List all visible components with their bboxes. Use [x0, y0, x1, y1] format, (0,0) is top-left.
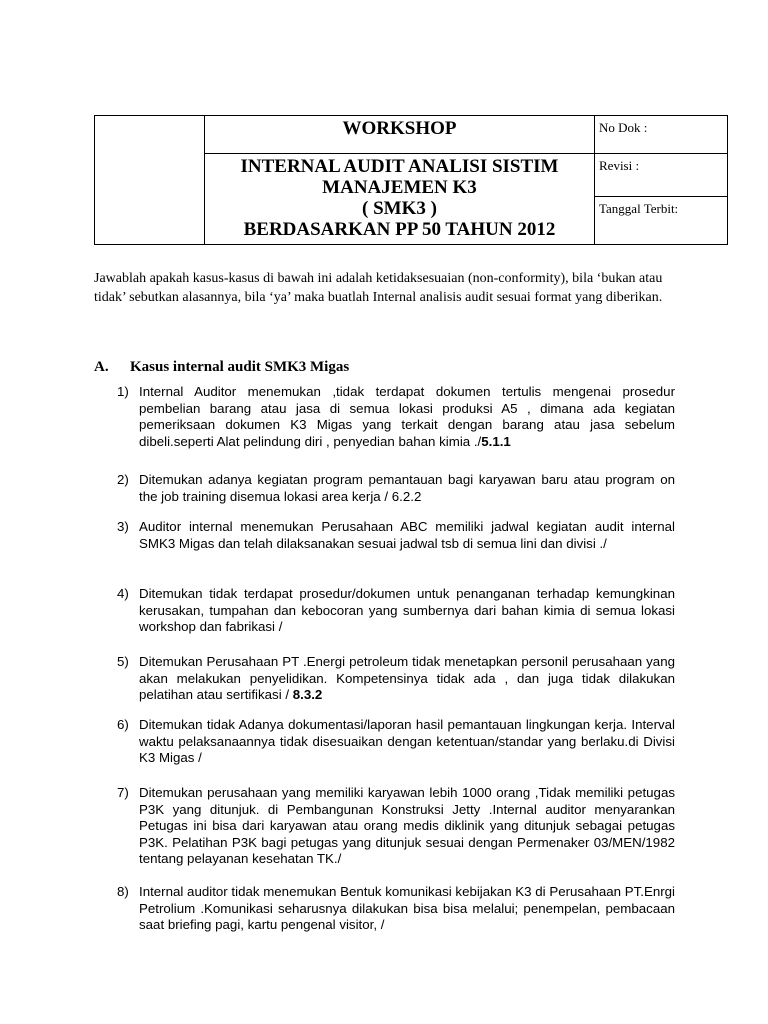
list-item — [117, 586, 675, 636]
item-text: Auditor internal menemukan Perusahaan ABC memiliki jadwal kegiatan audit internal SMK3 Migas dan telah dilaksanakan sesuai jadwal tsb di semua lini dan divisi ./ — [139, 519, 675, 551]
section-heading — [94, 359, 349, 376]
list-item — [117, 884, 675, 934]
header-table — [94, 115, 728, 245]
tanggal-cell — [595, 197, 728, 245]
item-text: Internal Auditor menemukan ,tidak terdapat dokumen tertulis mengenai prosedur pembelian barang atau jasa di semua lokasi produksi A5 , dimana ada kegiatan pemeriksaan dokumen K3 Migas yang terkait dengan barang atau jasa sebelum dibeli.seperti Alat pelindung diri , penyedian bahan kimia ./ — [139, 384, 675, 449]
no-dok-cell — [595, 116, 728, 154]
list-item — [117, 384, 675, 450]
tanggal-label: Tanggal Terbit: — [599, 201, 679, 216]
no-dok-label: No Dok : — [599, 120, 648, 135]
item-reference: 8.3.2 — [292, 687, 323, 702]
title-line-4: BERDASARKAN PP 50 TAHUN 2012 — [243, 219, 556, 240]
revisi-label: Revisi : — [599, 158, 640, 173]
workshop-title: WORKSHOP — [342, 118, 457, 139]
item-number: 3) — [117, 519, 129, 534]
revisi-cell — [595, 154, 728, 197]
title-line-3: ( SMK3 ) — [362, 198, 437, 219]
item-number: 1) — [117, 384, 129, 399]
list-item — [117, 654, 675, 704]
list-item — [117, 472, 675, 505]
workshop-cell — [205, 116, 595, 154]
intro-paragraph: Jawablah apakah kasus-kasus di bawah ini adalah ketidaksesuaian (non-conformity), bila ‘bukan atau tidak’ sebutkan alasannya, bila ‘ya’ maka buatlah Internal analisis audit sesuai format yang diberikan. — [94, 271, 663, 305]
item-number: 6) — [117, 717, 129, 732]
item-text: Internal auditor tidak menemukan Bentuk komunikasi kebijakan K3 di Perusahaan PT.Enrgi Petrolium .Komunikasi seharusnya dilakukan bisa bisa melalui; penempelan, pembacaan saat briefing pagi, kartu pengenal visitor, / — [139, 884, 675, 932]
item-text: Ditemukan adanya kegiatan program pemantauan bagi karyawan baru atau program on the job training disemua lokasi area kerja / 6.2.2 — [139, 472, 675, 504]
item-reference: 5.1.1 — [481, 433, 511, 449]
title-line-1: INTERNAL AUDIT ANALISI SISTIM — [240, 156, 559, 177]
item-text: Ditemukan Perusahaan PT .Energi petroleum tidak menetapkan personil perusahaan yang akan melakukan penyelidikan. Kompetensinya tidak ada , dan juga tidak dilakukan pelatihan atau sertifikasi / — [139, 654, 675, 702]
item-number: 8) — [117, 884, 129, 899]
title-cell — [205, 154, 595, 245]
item-text: Ditemukan tidak terdapat prosedur/dokumen untuk penanganan terhadap kemungkinan kerusakan, tumpahan dan kebocoran yang sumbernya dari bahan kimia di semua lokasi workshop dan fabrikasi / — [139, 586, 675, 634]
item-text: Ditemukan tidak Adanya dokumentasi/laporan hasil pemantauan lingkungan kerja. Interval waktu pelaksanaannya tidak disesuaikan dengan ketentuan/standar yang berlaku.di Divisi K3 Migas / — [139, 717, 675, 765]
list-item — [117, 717, 675, 767]
logo-cell — [95, 116, 205, 245]
item-number: 4) — [117, 586, 129, 601]
item-number: 2) — [117, 472, 129, 487]
item-number: 5) — [117, 654, 129, 669]
list-item — [117, 785, 675, 868]
title-line-2: MANAJEMEN K3 — [322, 177, 477, 198]
section-title: Kasus internal audit SMK3 Migas — [130, 359, 350, 375]
item-number: 7) — [117, 785, 129, 800]
list-item — [117, 519, 675, 552]
item-text: Ditemukan perusahaan yang memiliki karyawan lebih 1000 orang ,Tidak memiliki petugas P3K yang ditunjuk. di Pembangunan Konstruksi Jetty .Internal auditor menyarankan Petugas ini bisa dari karyawan atau orang medis diklinik yang ditunjuk sebagai petugas P3K. Pelatihan P3K bagi petugas yang ditunjuk sesuai dengan Permenaker 03/MEN/1982 tentang pelayanan kesehatan TK./ — [139, 785, 675, 866]
section-letter: A. — [94, 359, 109, 375]
